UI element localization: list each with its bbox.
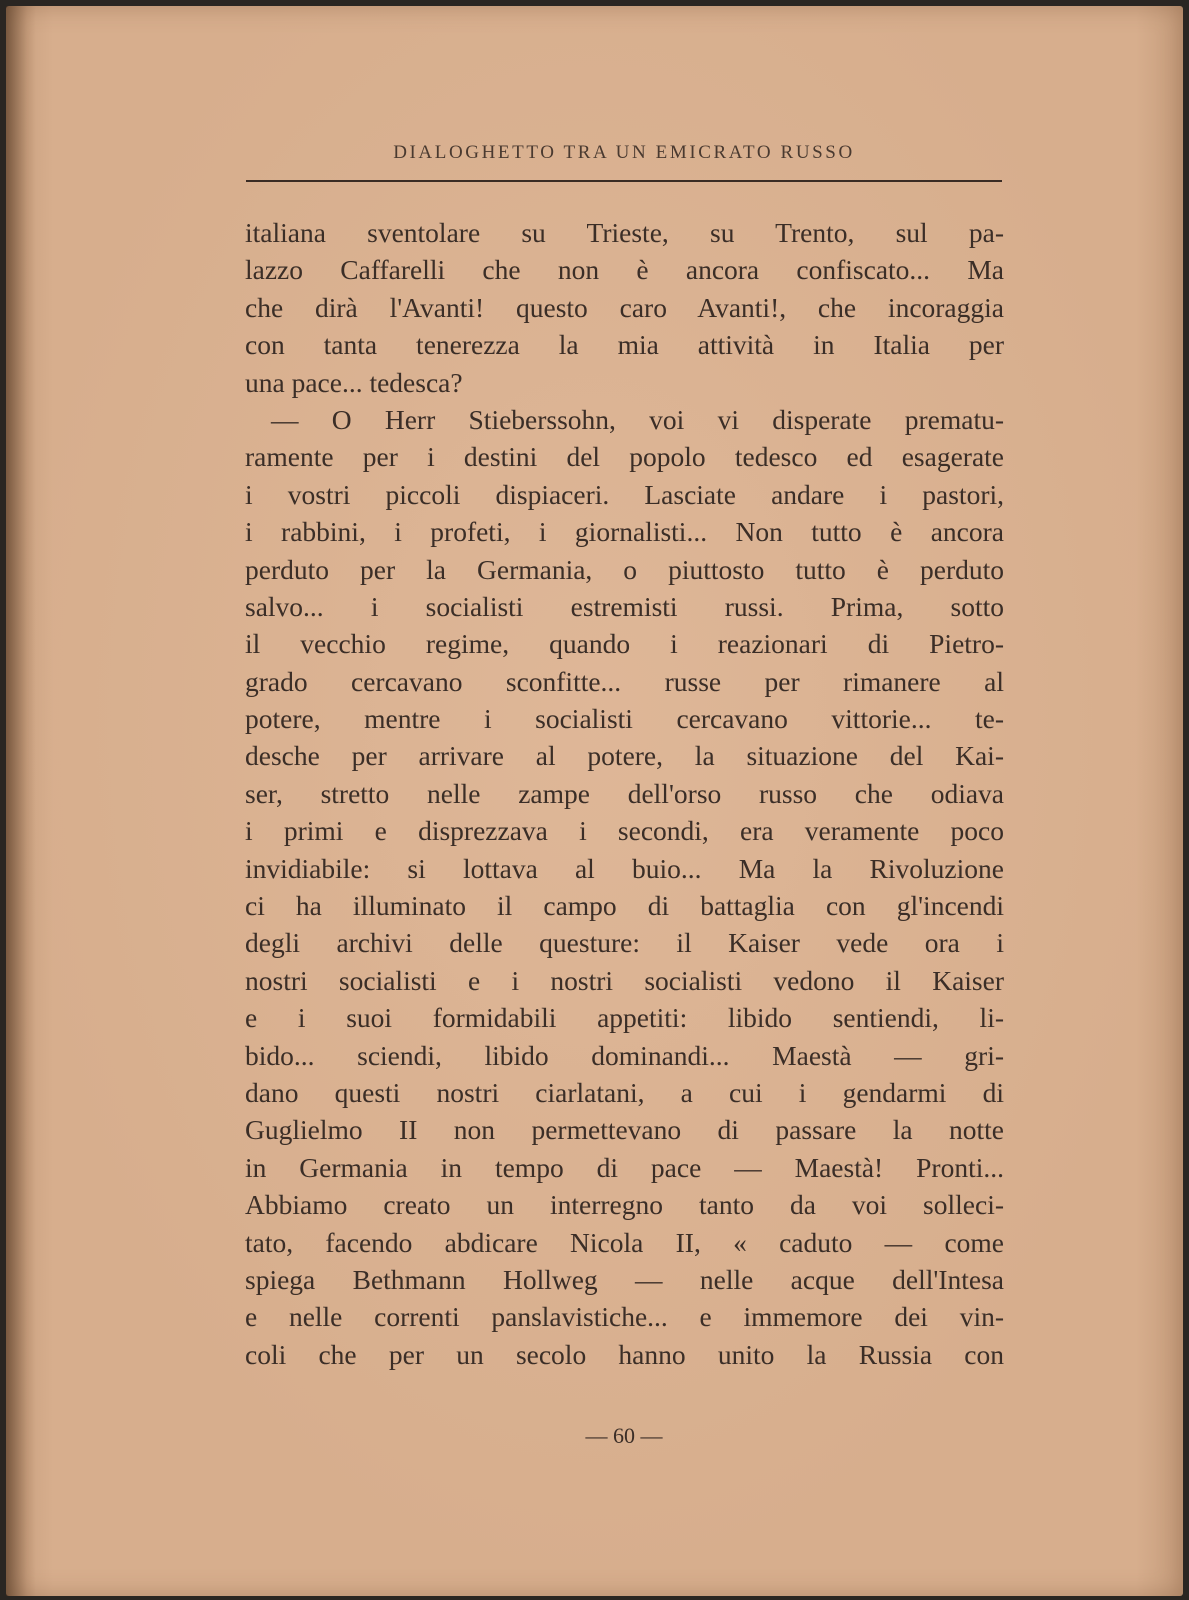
text-line: ser, stretto nelle zampe dell'orso russo che odiava: [245, 777, 1004, 809]
text-line: potere, mentre i socialisti cercavano vittorie... te-: [245, 703, 1004, 735]
text-line: spiega Bethmann Hollweg — nelle acque dell'Intesa: [245, 1263, 1004, 1295]
text-line: e i suoi formidabili appetiti: libido sentiendi, li-: [245, 1002, 1004, 1034]
text-line: lazzo Caffarelli che non è ancora confiscato... Ma: [245, 254, 1004, 286]
text-line: i primi e disprezzava i secondi, era veramente poco: [245, 815, 1004, 847]
text-line: italiana sventolare su Trieste, su Trento, sul pa-: [245, 217, 1004, 248]
text-line: grado cercavano sconfitte... russe per rimanere al: [245, 665, 1004, 697]
header-rule: [246, 180, 1002, 182]
text-line: e nelle correnti panslavistiche... e immemore dei vin-: [245, 1301, 1004, 1333]
text-line: — O Herr Stieberssohn, voi vi disperate prematu-: [271, 403, 1004, 435]
text-line: ci ha illuminato il campo di battaglia con gl'incendi: [245, 890, 1004, 922]
text-line: ramente per i destini del popolo tedesco ed esagerate: [245, 441, 1004, 473]
text-line: salvo... i socialisti estremisti russi. Prima, sotto: [245, 590, 1004, 622]
text-line: invidiabile: si lottava al buio... Ma la Rivoluzione: [245, 852, 1004, 884]
book-page: [6, 6, 1183, 1596]
text-line: desche per arrivare al potere, la situazione del Kai-: [245, 740, 1004, 772]
page-number: — 60 —: [585, 1423, 663, 1448]
page-spine-shadow: [6, 6, 36, 1596]
text-line: i rabbini, i profeti, i giornalisti... Non tutto è ancora: [245, 516, 1004, 548]
text-line: in Germania in tempo di pace — Maestà! Pronti...: [245, 1151, 1004, 1183]
text-line: bido... sciendi, libido dominandi... Maestà — gri-: [245, 1039, 1004, 1071]
text-line: con tanta tenerezza la mia attività in Italia per: [245, 329, 1004, 361]
text-line: una pace... tedesca?: [245, 366, 463, 398]
text-line: che dirà l'Avanti! questo caro Avanti!, che incoraggia: [245, 291, 1004, 323]
text-line: coli che per un secolo hanno unito la Russia con: [245, 1338, 1004, 1370]
text-line: Abbiamo creato un interregno tanto da voi solleci-: [245, 1189, 1004, 1221]
text-line: i vostri piccoli dispiaceri. Lasciate andare i pastori,: [245, 478, 1004, 510]
running-head: DIALOGHETTO TRA UN EMICRATO RUSSO: [393, 142, 855, 163]
body-text: [245, 214, 1004, 1373]
text-line: degli archivi delle questure: il Kaiser vede ora i: [245, 927, 1004, 959]
text-line: il vecchio regime, quando i reazionari di Pietro-: [245, 628, 1004, 660]
text-line: Guglielmo II non permettevano di passare la notte: [245, 1114, 1004, 1146]
text-line: tato, facendo abdicare Nicola II, « caduto — come: [245, 1226, 1004, 1258]
text-line: nostri socialisti e i nostri socialisti vedono il Kaiser: [245, 964, 1004, 996]
text-line: dano questi nostri ciarlatani, a cui i gendarmi di: [245, 1076, 1004, 1108]
text-line: perduto per la Germania, o piuttosto tutto è perduto: [245, 553, 1004, 585]
